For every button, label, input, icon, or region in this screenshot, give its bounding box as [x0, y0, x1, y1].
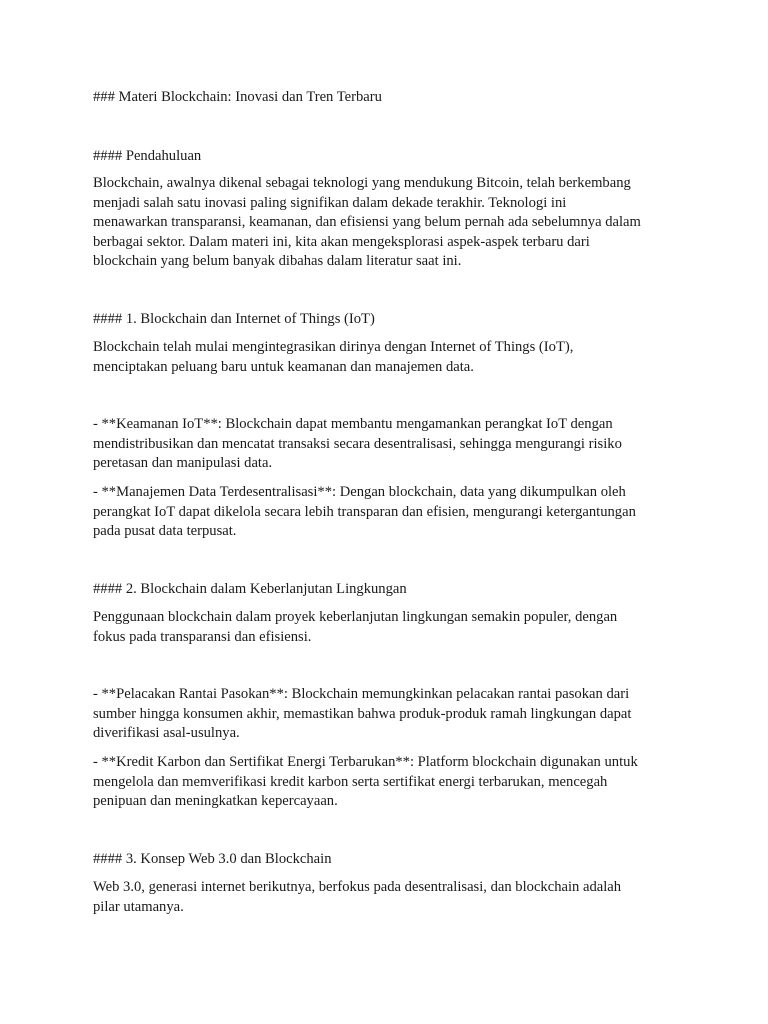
section2-bullet1-line-3: diverifikasi asal-usulnya. [93, 725, 240, 741]
section1-bullet1-line-3: peretasan dan manipulasi data. [93, 455, 273, 471]
section3-line-1: Web 3.0, generasi internet berikutnya, berfokus pada desentralisasi, dan blockchain adalah [93, 879, 622, 895]
section1-line-1: Blockchain telah mulai mengintegrasikan dirinya dengan Internet of Things (IoT), [93, 339, 574, 355]
intro-line-3: menawarkan transparansi, keamanan, dan efisiensi yang belum pernah ada sebelumnya dalam [93, 214, 641, 230]
section1-bullet2-line-1: - **Manajemen Data Terdesentralisasi**: Dengan blockchain, data yang dikumpulkan oleh [93, 484, 626, 500]
document-title: ### Materi Blockchain: Inovasi dan Tren Terbaru [93, 89, 382, 105]
section3-line-2: pilar utamanya. [93, 898, 184, 915]
intro-line-2: menjadi salah satu inovasi paling signifikan dalam dekade terakhir. Teknologi ini [93, 194, 567, 211]
section2-bullet2-line-2: mengelola dan memverifikasi kredit karbon serta sertifikat energi terbarukan, mencegah [93, 773, 608, 790]
intro-line-5: blockchain yang belum banyak dibahas dalam literatur saat ini. [93, 253, 462, 269]
section1-bullet1-line-2: mendistribusikan dan mencatat transaksi secara desentralisasi, sehingga mengurangi risiko [93, 435, 622, 452]
intro-line-1: Blockchain, awalnya dikenal sebagai teknologi yang mendukung Bitcoin, telah berkembang [93, 175, 631, 191]
section1-heading: #### 1. Blockchain dan Internet of Things (IoT) [93, 311, 375, 327]
section1-line-2: menciptakan peluang baru untuk keamanan dan manajemen data. [93, 358, 474, 375]
intro-line-4: berbagai sektor. Dalam materi ini, kita akan mengeksplorasi aspek-aspek terbaru dari [93, 233, 590, 250]
section2-line-2: fokus pada transparansi dan efisiensi. [93, 628, 312, 645]
section3-heading: #### 3. Konsep Web 3.0 dan Blockchain [93, 851, 332, 867]
section1-bullet1-line-1: - **Keamanan IoT**: Blockchain dapat membantu mengamankan perangkat IoT dengan [93, 416, 613, 432]
section2-bullet2-line-3: penipuan dan meningkatkan kepercayaan. [93, 793, 338, 809]
intro-heading: #### Pendahuluan [93, 148, 202, 164]
section2-heading: #### 2. Blockchain dalam Keberlanjutan Lingkungan [93, 581, 407, 597]
section2-bullet1-line-1: - **Pelacakan Rantai Pasokan**: Blockchain memungkinkan pelacakan rantai pasokan dari [93, 686, 630, 702]
section2-line-1: Penggunaan blockchain dalam proyek keberlanjutan lingkungan semakin populer, dengan [93, 609, 618, 625]
section2-bullet1-line-2: sumber hingga konsumen akhir, memastikan bahwa produk-produk ramah lingkungan dapat [93, 705, 632, 722]
section1-bullet2-line-3: pada pusat data terpusat. [93, 523, 237, 539]
section1-bullet2-line-2: perangkat IoT dapat dikelola secara lebih transparan dan efisien, mengurangi ketergantungan [93, 503, 636, 520]
section2-bullet2-line-1: - **Kredit Karbon dan Sertifikat Energi Terbarukan**: Platform blockchain digunakan untuk [93, 754, 638, 770]
